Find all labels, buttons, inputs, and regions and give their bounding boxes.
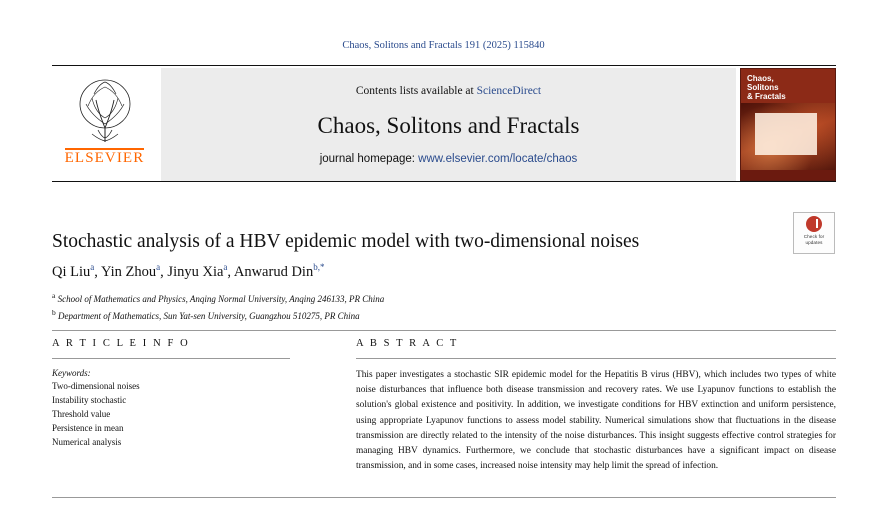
article-info-rule <box>52 358 290 359</box>
abstract-text: This paper investigates a stochastic SIR epidemic model for the Hepatitis B virus (HBV), which includes two types of white noise disturbances that influence both disease transmission and recovery rates. We use Lyapunov functions to establish the solution's global existence and positivity. In addition, we investigate conditions for HBV extinction and uniform persistence, using appropriate Lyapunov functions to assess model stability. Numerical simulations show that fluctuations in the disease transmission are directly related to the intensity of the noise disturbances. This insight suggests effective control strategies for managing HBV dynamics. Furthermore, we conclude that stochastic disturbances have a significant impact on disease transmission, and in some cases, increased noise intensity may help limit the spread of infection. <box>356 370 836 472</box>
author-name: Qi Liu <box>52 264 91 281</box>
author-affil-mark: a <box>90 262 95 273</box>
affiliation-text: School of Mathematics and Physics, Anqing Normal University, Anqing 246133, PR China <box>57 294 385 305</box>
article-info-column <box>52 338 290 475</box>
keyword-item: Numerical analysis <box>52 436 122 447</box>
author-name: Anwarud Din <box>233 264 314 281</box>
running-head: Chaos, Solitons and Fractals 191 (2025) 115840 <box>342 40 545 51</box>
author-list: Qi Liu$^a$, Yin Zhou$^a$, Jinyu Xia$^a$, Anwarud Din$^{b,*}$ <box>52 262 325 281</box>
affiliation-list <box>52 290 836 323</box>
section-divider-top <box>52 330 836 331</box>
contents-prefix: Contents lists available at <box>355 85 474 97</box>
elsevier-logo <box>52 68 157 181</box>
journal-homepage-line <box>320 153 578 165</box>
abstract-rule <box>356 358 836 359</box>
affiliation-item <box>52 307 836 324</box>
author-name: Jinyu Xia <box>167 264 224 281</box>
page-bottom-divider <box>52 497 836 498</box>
article-info-heading: A R T I C L E I N F O <box>52 338 190 349</box>
affiliation-item <box>52 290 836 307</box>
keywords-list <box>52 380 290 450</box>
cover-footer-band <box>741 170 835 180</box>
author-name: Yin Zhou <box>100 264 157 281</box>
keyword-item: Instability stochastic <box>52 394 127 405</box>
crossmark-line1: Check for <box>803 234 825 239</box>
abstract-heading: A B S T R A C T <box>356 338 459 349</box>
journal-info-block <box>161 68 736 181</box>
crossmark-line2: updates <box>805 239 823 245</box>
affiliation-mark: b <box>52 307 56 317</box>
journal-title: Chaos, Solitons and Fractals <box>317 113 580 138</box>
homepage-prefix: journal homepage: <box>319 153 415 165</box>
contents-available-line <box>356 85 541 97</box>
keywords-label: Keywords: <box>52 368 91 378</box>
keyword-item: Threshold value <box>52 408 111 419</box>
elsevier-wordmark: ELSEVIER <box>64 150 145 166</box>
author-affil-mark: a <box>223 262 228 273</box>
affiliation-mark: a <box>52 291 56 301</box>
author-affil-mark: b,* <box>313 262 325 273</box>
check-for-updates-badge[interactable] <box>793 212 835 254</box>
page-title: Stochastic analysis of a HBV epidemic model with two-dimensional noises <box>52 231 640 252</box>
journal-homepage-link[interactable]: www.elsevier.com/locate/chaos <box>418 153 578 165</box>
info-abstract-columns <box>52 338 836 475</box>
journal-masthead <box>52 65 836 182</box>
sciencedirect-link[interactable]: ScienceDirect <box>476 85 542 97</box>
crossmark-icon <box>806 216 822 232</box>
keyword-item: Persistence in mean <box>52 422 124 433</box>
cover-title-text: Chaos, Solitons & Fractals <box>747 74 786 102</box>
abstract-column <box>290 338 836 475</box>
cover-abstract-box <box>755 113 817 155</box>
author-affil-mark: a <box>156 262 161 273</box>
keyword-item: Two-dimensional noises <box>52 381 140 391</box>
journal-cover-thumbnail <box>740 68 836 181</box>
elsevier-tree-icon <box>68 74 142 146</box>
affiliation-text: Department of Mathematics, Sun Yat-sen University, Guangzhou 510275, PR China <box>58 310 360 321</box>
title-block <box>52 202 836 323</box>
